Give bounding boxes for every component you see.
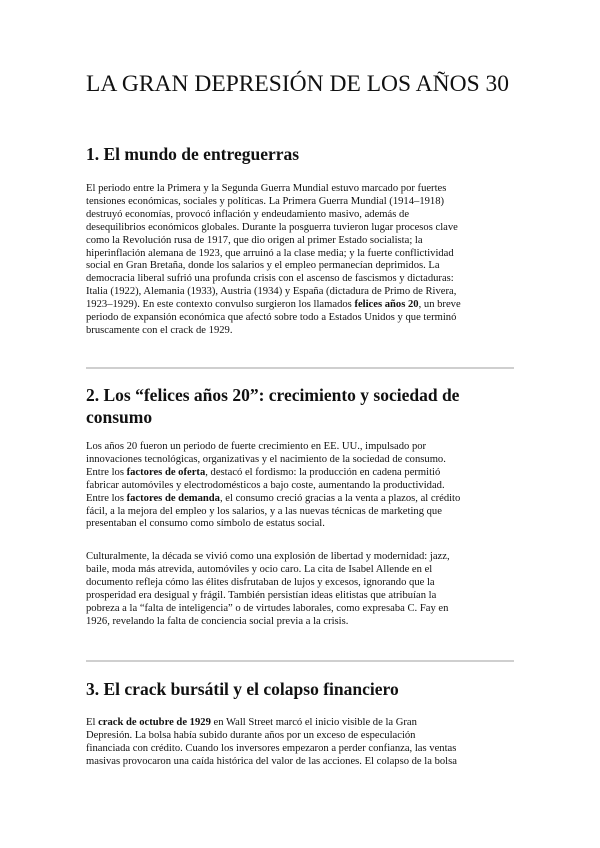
text-run: El: [86, 717, 99, 728]
section-3-heading: 3. El crack bursátil y el colapso financiero: [86, 679, 399, 699]
text-run: 1923–1929). En este contexto convulso surgieron los llamados: [86, 299, 355, 311]
text-line: Italia (1922), Alemania (1933), Austria (1934) y España (dictadura de Primo de Rivera,: [86, 286, 457, 298]
heading-line: consumo: [86, 407, 153, 427]
text-run: Entre los: [86, 492, 127, 504]
text-run: , el consumo creció gracias a la venta a plazos, al crédito: [219, 492, 461, 504]
text-line: social en Gran Bretaña, donde los salarios y el empleo permanecían deprimidos. La: [86, 260, 440, 272]
text-line: [86, 717, 518, 730]
text-line: [86, 299, 518, 312]
text-line: 1926, revelando la falta de conciencia social previa a la crisis.: [86, 615, 349, 627]
text-line: destruyó economías, provocó inflación y endeudamiento masivo, además de: [86, 208, 410, 220]
section-3-paragraph: [86, 717, 518, 769]
text-line: [86, 467, 518, 480]
text-line: masivas provocaron una caída histórica del valor de las acciones. El colapso de la bolsa: [86, 755, 457, 767]
text-line: documento refleja cómo las élites disfrutaban de lujos y excesos, ignorando que la: [86, 576, 435, 588]
text-line: tensiones económicas, sociales y políticas. La Primera Guerra Mundial (1914–1918): [86, 195, 445, 207]
text-run: Entre los: [86, 466, 127, 478]
text-line: Depresión. La bolsa había subido durante años por un exceso de especulación: [86, 729, 416, 741]
text-line: innovaciones tecnológicas, organizativas y el nacimiento de la sociedad de consumo.: [86, 453, 446, 465]
text-line: baile, moda más atrevida, automóviles y ocio caro. La cita de Isabel Allende en el: [86, 563, 433, 575]
text-line: fácil, a la mejora del empleo y los salarios, y a las nuevas técnicas de marketing que: [86, 505, 442, 517]
text-line: financiada con crédito. Cuando los inversores empezaron a perder confianza, las ventas: [86, 742, 457, 754]
text-line: hiperinflación alemana de 1923, que arruinó a la clase media; y la fuerte conflictividad: [86, 247, 454, 259]
text-line: fabricar automóviles y electrodomésticos a bajo coste, aumentando la productividad.: [86, 479, 445, 491]
bold-term: factores de oferta: [126, 466, 206, 478]
text-line: democracia liberal sufrió una profunda crisis con el ascenso de fascismos y dictaduras:: [86, 273, 454, 285]
section-2-heading: [86, 384, 526, 428]
text-line: pobreza a la “falta de inteligencia” o de virtudes laborales, como expresaba C. Fay en: [86, 602, 449, 614]
bold-term: crack de octubre de 1929: [98, 717, 211, 728]
section-1-heading: 1. El mundo de entreguerras: [86, 144, 300, 164]
section-divider: [86, 660, 514, 662]
text-line: [86, 493, 518, 506]
bold-term: felices años 20: [354, 299, 419, 311]
text-run: , destacó el fordismo: la producción en cadena permitió: [205, 466, 441, 478]
text-line: como la Revolución rusa de 1917, que dio origen al primer Estado socialista; la: [86, 234, 423, 246]
text-line: periodo de expansión económica que afectó sobre todo a Estados Unidos y que terminó: [86, 312, 457, 324]
text-line: El periodo entre la Primera y la Segunda Guerra Mundial estuvo marcado por fuertes: [86, 183, 447, 194]
section-2-paragraph-2: [86, 551, 518, 628]
page-title: LA GRAN DEPRESIÓN DE LOS AÑOS 30: [86, 71, 510, 97]
text-line: bruscamente con el crack de 1929.: [86, 324, 233, 336]
text-line: prosperidad era desigual y frágil. También persistían ideas elitistas que atribuían la: [86, 589, 437, 601]
bold-term: factores de demanda: [126, 492, 220, 504]
text-line: presentaban el consumo como símbolo de estatus social.: [86, 518, 325, 530]
section-2-paragraph-1: [86, 441, 518, 531]
text-run: en Wall Street marcó el inicio visible de la Gran: [210, 717, 417, 728]
section-divider: [86, 367, 514, 369]
heading-line: 2. Los “felices años 20”: crecimiento y sociedad de: [86, 385, 460, 405]
text-line: desequilibrios económicos globales. Durante la posguerra tuvieron lugar procesos clave: [86, 221, 458, 233]
section-1-paragraph: [86, 183, 518, 338]
text-line: Culturalmente, la década se vivió como una explosión de libertad y modernidad: jazz,: [86, 551, 450, 562]
text-line: Los años 20 fueron un periodo de fuerte crecimiento en EE. UU., impulsado por: [86, 441, 427, 452]
text-run: , un breve: [418, 299, 461, 311]
